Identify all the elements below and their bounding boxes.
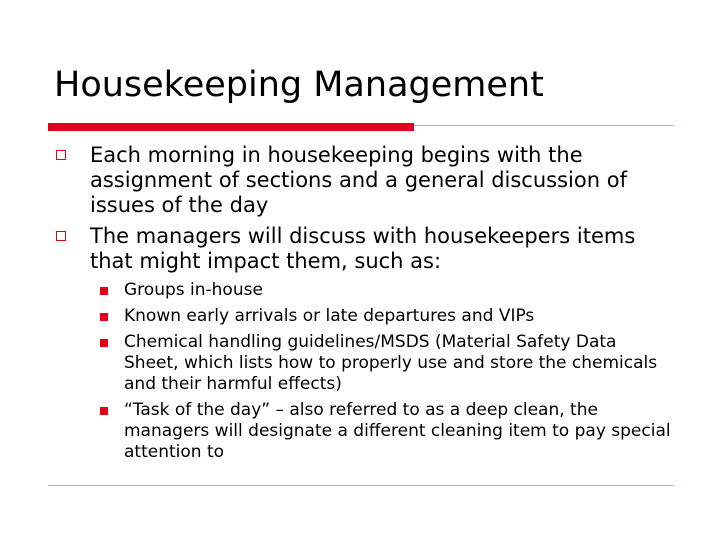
sub-bullet-text: Chemical handling guidelines/MSDS (Material Safety Data Sheet, which lists how to properly use and store the chemicals and their harmful effects)	[124, 332, 658, 394]
filled-square-bullet-icon	[100, 339, 108, 347]
sub-bullet-item	[54, 280, 674, 301]
sub-bullet-text: Known early arrivals or late departures and VIPs	[124, 306, 535, 326]
filled-square-bullet-icon	[100, 407, 108, 415]
sub-bullet-item	[54, 332, 674, 395]
title-underline-thick	[48, 123, 414, 131]
slide-title: Housekeeping Management	[54, 65, 544, 105]
sub-bullet-item	[54, 400, 674, 463]
sub-bullet-text: “Task of the day” – also referred to as a deep clean, the managers will designate a different cleaning item to pay special attention to	[124, 400, 671, 462]
bullet-item	[54, 143, 674, 218]
bullet-text: Each morning in housekeeping begins with the assignment of sections and a general discussion of issues of the day	[90, 143, 627, 217]
bullet-text: The managers will discuss with housekeepers items that might impact them, such as:	[90, 224, 636, 273]
hollow-square-bullet-icon	[56, 150, 66, 160]
sub-bullet-text: Groups in-house	[124, 280, 263, 300]
bullet-item	[54, 224, 674, 274]
filled-square-bullet-icon	[100, 313, 108, 321]
title-underline-thin	[414, 125, 674, 126]
bullet-list	[54, 143, 674, 468]
hollow-square-bullet-icon	[56, 231, 66, 241]
filled-square-bullet-icon	[100, 287, 108, 295]
sub-bullet-item	[54, 306, 674, 327]
footer-rule	[48, 485, 674, 486]
sub-bullet-list	[54, 280, 674, 463]
